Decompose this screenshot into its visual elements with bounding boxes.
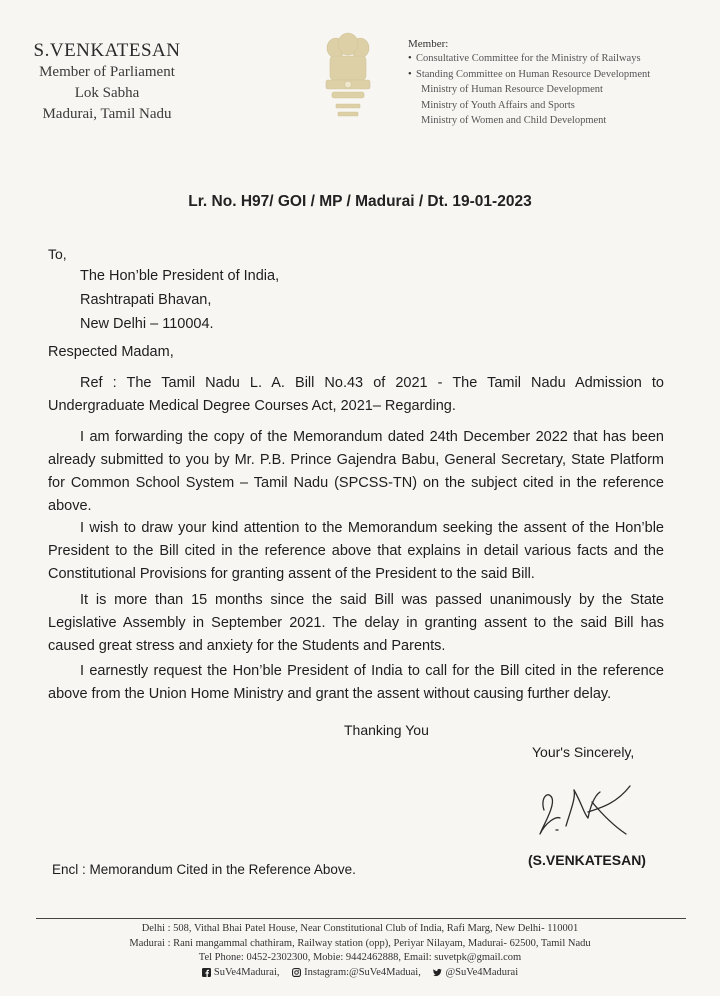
bullet-icon: • [408,68,412,80]
handwritten-signature [530,768,640,848]
signatory-name: (S.VENKATESAN) [528,852,646,868]
enclosure-note: Encl : Memorandum Cited in the Reference Above. [52,862,356,877]
body-paragraph: I wish to draw your kind attention to the Memorandum seeking the assent of the Hon’ble President to the Bill cited in the reference above that explains in detail various facts and the Constitutional Provisions for granting assent of the President to the said Bill. [48,520,664,582]
footer-madurai-address: Madurai : Rani mangammal chathiram, Railway station (opp), Periyar Nilayam, Madurai- 62500, Tamil Nadu [129,937,591,949]
sender-title: Member of Parliament [39,64,175,80]
recipient-line: Rashtrapati Bhavan, [80,292,212,308]
body-paragraph: I earnestly request the Hon’ble President of India to call for the Bill cited in the reference above from the Union Home Ministry and grant the assent without causing further delay. [48,663,664,702]
instagram-handle: Instagram:@SuVe4Maduai, [292,966,421,981]
twitter-handle: @SuVe4Madurai [433,966,518,981]
footer-social [0,966,720,983]
footer-divider [36,918,686,919]
sender-house: Lok Sabha [74,85,140,101]
facebook-handle: SuVe4Madurai, [202,966,280,981]
letterhead-footer [0,922,720,983]
footer-delhi-address: Delhi : 508, Vithal Bhai Patel House, Near Constitutional Club of India, Rafi Marg, New Delhi- 110001 [141,923,579,934]
body-paragraph: It is more than 15 months since the said Bill was passed unanimously by the State Legislative Assembly in September 2021. The delay in granting assent to the said Bill has caused great stress and anxiety for the Students and Parents. [48,592,664,654]
ministry-item: Ministry of Human Resource Development [421,84,603,95]
facebook-icon [202,968,211,977]
letter-reference-number: Lr. No. H97/ GOI / MP / Madurai / Dt. 19-01-2023 [188,193,532,210]
body-paragraph: I am forwarding the copy of the Memorandum dated 24th December 2022 that has been already submitted to you by Mr. P.B. Prince Gajendra Babu, General Secretary, State Platform for Common School System – Tamil Nadu (SPCSS-TN) on the subject cited in the reference above. [48,429,664,514]
ministry-item: Ministry of Youth Affairs and Sports [421,99,575,111]
sender-name: S.VENKATESAN [33,40,181,61]
closing-thanks: Thanking You [344,722,429,738]
letterhead-left [22,40,192,125]
recipient-line: The Hon’ble President of India, [80,268,280,284]
bullet-icon: • [408,53,412,64]
reference-paragraph: Ref : The Tamil Nadu L. A. Bill No.43 of 2021 - The Tamil Nadu Admission to Undergraduate Medical Degree Courses Act, 2021– Regarding. [48,375,664,414]
state-emblem-icon [318,30,378,128]
footer-contact: Tel Phone: 0452-2302300, Mobie: 9442462888, Email: suvetpk@gmail.com [198,952,522,963]
letterhead-right [408,38,713,129]
ministry-item: Ministry of Women and Child Development [421,115,607,126]
twitter-icon [433,968,442,977]
salutation: Respected Madam, [48,344,174,360]
recipient-line: New Delhi – 110004. [80,316,214,332]
member-label: Member: [408,38,449,50]
instagram-icon [292,968,301,977]
sender-constituency: Madurai, Tamil Nadu [42,106,172,122]
closing-sincerely: Your's Sincerely, [532,744,635,760]
committee-item: • Standing Committee on Human Resource Development [408,67,713,83]
committee-item: • Consultative Committee for the Ministry of Railways [408,51,713,67]
recipient-to: To, [48,246,67,262]
